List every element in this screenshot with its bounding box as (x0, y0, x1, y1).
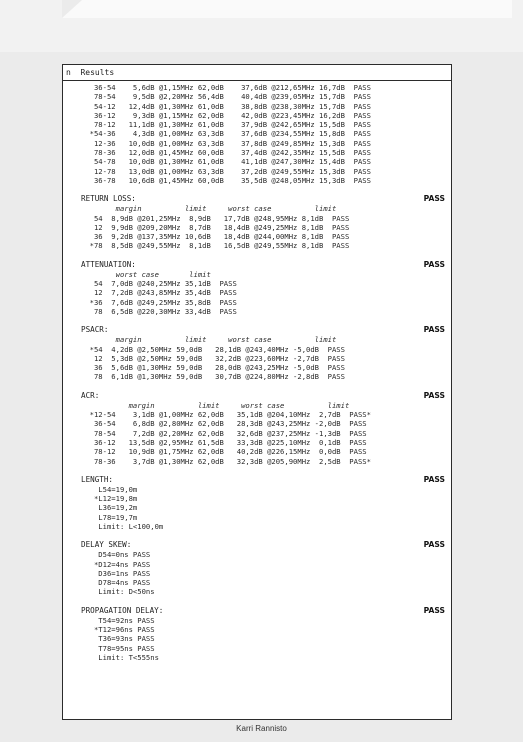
result-line: T54=92ns PASS (81, 615, 155, 625)
result-line: 54 7,0dB @240,25MHz 35,1dB PASS (81, 279, 237, 289)
result-line: L36=19,2m (81, 503, 138, 513)
result-line: 12 9,9dB @209,20MHz 8,7dB 18,4dB @249,25MHz 8,1dB PASS (81, 222, 350, 232)
result-line: 78-36 3,7dB @1,30MHz 62,0dB 32,3dB @205,90MHz 2,5dB PASS* (81, 456, 371, 466)
result-line: D54=0ns PASS (81, 550, 151, 560)
result-line: 78 6,1dB @1,30MHz 59,0dB 30,7dB @224,80MHz -2,8dB PASS (81, 372, 345, 382)
attenuation-result: PASS (423, 259, 445, 269)
propagation-delay-section (81, 606, 451, 662)
result-line: *54 4,2dB @2,50MHz 59,0dB 28,1dB @243,40MHz -5,0dB PASS (81, 344, 345, 354)
attenuation-title: ATTENUATION: (81, 259, 136, 269)
return-loss-column-header: margin limit worst case limit (81, 204, 337, 214)
result-line: 12-78 13,0dB @1,00MHz 63,3dB 37,2dB @249,55MHz 15,3dB PASS (81, 166, 371, 176)
delay-skew-rows (81, 550, 451, 596)
result-line: *54-36 4,3dB @1,00MHz 63,3dB 37,6dB @234,55MHz 15,8dB PASS (81, 129, 371, 139)
acr-result: PASS (423, 390, 445, 400)
length-rows (81, 485, 451, 531)
result-line: 12 7,2dB @243,85MHz 35,4dB PASS (81, 288, 237, 298)
result-line: 36-78 10,6dB @1,45MHz 60,0dB 35,5dB @248,05MHz 15,3dB PASS (81, 175, 371, 185)
result-line: 78-54 7,2dB @2,20MHz 62,0dB 32,6dB @237,25MHz -1,3dB PASS (81, 428, 367, 438)
result-line: T78=95ns PASS (81, 643, 155, 653)
results-content (63, 81, 451, 662)
result-line: 78 6,5dB @220,30MHz 33,4dB PASS (81, 306, 237, 316)
result-line: D36=1ns PASS (81, 568, 151, 578)
viewer-top-bar (0, 0, 523, 52)
result-line: 78-12 10,9dB @1,75MHz 62,0dB 40,2dB @226,15MHz 0,0dB PASS (81, 447, 367, 457)
result-line: 78-54 9,5dB @2,20MHz 56,4dB 40,4dB @239,05MHz 15,7dB PASS (81, 92, 371, 102)
result-line: 12 5,3dB @2,50MHz 59,0dB 32,2dB @223,60MHz -2,7dB PASS (81, 353, 345, 363)
result-line: 54-12 12,4dB @1,30MHz 61,0dB 38,8dB @238,30MHz 15,7dB PASS (81, 101, 371, 111)
result-line: 12-36 10,0dB @1,00MHz 63,3dB 37,8dB @249,85MHz 15,3dB PASS (81, 138, 371, 148)
results-header: n Results (63, 65, 451, 81)
attenuation-rows (81, 279, 451, 316)
return-loss-section (81, 194, 451, 250)
result-line: *D12=4ns PASS (81, 559, 151, 569)
length-title: LENGTH: (81, 474, 114, 484)
delay-skew-section (81, 540, 451, 596)
result-line: 36-12 13,5dB @2,95MHz 61,5dB 33,3dB @225,10MHz 0,1dB PASS (81, 437, 367, 447)
result-line: 54-78 10,0dB @1,30MHz 61,0dB 41,1dB @247,30MHz 15,4dB PASS (81, 157, 371, 167)
psacr-section (81, 325, 451, 381)
delay-skew-result: PASS (423, 540, 445, 550)
length-section (81, 475, 451, 531)
pair-results-lines (81, 83, 451, 185)
propagation-delay-result: PASS (423, 605, 445, 615)
delay-skew-title: DELAY SKEW: (81, 540, 132, 550)
pair-results-continued (81, 83, 451, 185)
acr-rows (81, 410, 451, 466)
result-line: *78 8,5dB @249,55MHz 8,1dB 16,5dB @249,55MHz 8,1dB PASS (81, 241, 350, 251)
attenuation-column-header: worst case limit (81, 269, 211, 279)
propagation-delay-title: PROPAGATION DELAY: (81, 605, 164, 615)
acr-title: ACR: (81, 390, 100, 400)
result-line: *T12=96ns PASS (81, 625, 155, 635)
result-line: 78-12 11,1dB @1,30MHz 61,0dB 37,9dB @242,65MHz 15,5dB PASS (81, 120, 371, 130)
result-line: 36 9,2dB @137,35MHz 10,6dB 18,4dB @244,00MHz 8,1dB PASS (81, 232, 350, 242)
attenuation-section (81, 260, 451, 316)
result-line: 36-12 9,3dB @1,15MHz 62,0dB 42,0dB @223,45MHz 16,2dB PASS (81, 110, 371, 120)
result-line: *L12=19,8m (81, 494, 138, 504)
result-line: Limit: L<100,0m (81, 521, 164, 531)
psacr-rows (81, 345, 451, 382)
result-line: 78-36 12,0dB @1,45MHz 60,0dB 37,4dB @242,35MHz 15,5dB PASS (81, 148, 371, 158)
return-loss-title: RETURN LOSS: (81, 194, 136, 204)
result-line: 36-54 6,8dB @2,80MHz 62,0dB 28,3dB @243,25MHz -2,0dB PASS (81, 419, 367, 429)
result-line: *12-54 3,1dB @1,00MHz 62,0dB 35,1dB @204,10MHz 2,7dB PASS* (81, 410, 371, 420)
document-page (62, 64, 452, 720)
previous-page-edge (62, 0, 512, 18)
result-line: L78=19,7m (81, 512, 138, 522)
return-loss-result: PASS (423, 194, 445, 204)
acr-section (81, 391, 451, 466)
result-line: 36-54 5,6dB @1,15MHz 62,0dB 37,6dB @212,65MHz 16,7dB PASS (81, 83, 371, 92)
psacr-column-header: margin limit worst case limit (81, 335, 337, 345)
page-footer-author: Karri Rannisto (236, 724, 287, 733)
result-line: 54 8,9dB @201,25MHz 8,9dB 17,7dB @248,95MHz 8,1dB PASS (81, 213, 350, 223)
result-line: L54=19,0m (81, 484, 138, 494)
psacr-title: PSACR: (81, 325, 109, 335)
result-line: T36=93ns PASS (81, 634, 155, 644)
result-line: Limit: T<555ns (81, 652, 159, 662)
psacr-result: PASS (423, 325, 445, 335)
propagation-delay-rows (81, 616, 451, 662)
return-loss-rows (81, 214, 451, 251)
result-line: D78=4ns PASS (81, 578, 151, 588)
length-result: PASS (423, 474, 445, 484)
result-line: *36 7,6dB @249,25MHz 35,8dB PASS (81, 297, 237, 307)
acr-column-header: margin limit worst case limit (81, 400, 350, 410)
result-line: Limit: D<50ns (81, 587, 155, 597)
result-line: 36 5,6dB @1,30MHz 59,0dB 28,0dB @243,25MHz -5,0dB PASS (81, 363, 345, 373)
